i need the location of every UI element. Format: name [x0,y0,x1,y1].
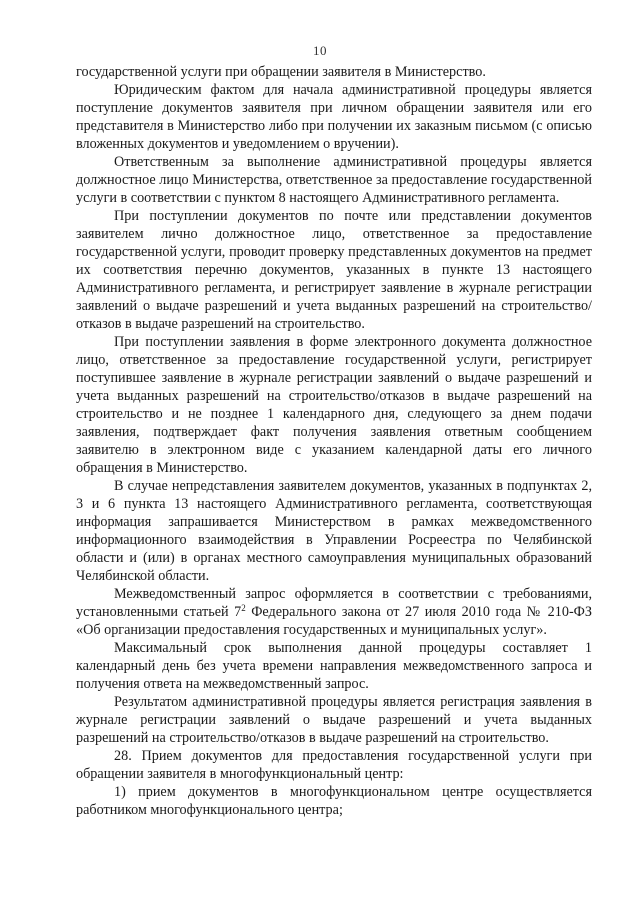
paragraph-missing-documents: В случае непредставления заявителем документов, указанных в подпунктах 2, 3 и 6 пункта 13 настоящего Административного регламента, соответствующая информация запрашивается Министерством в рамках межведомственного информационного взаимодействия в Управлении Росреестра по Челябинской области и (или) в органах местного самоуправления муниципальных образований Челябинской области. [76,478,592,584]
interdepartmental-text-after: Федерального закона от 27 июля 2010 года № 210-ФЗ «Об организации предоставления государственных и муниципальных услуг». [76,604,592,638]
paragraph-responsible-person: Ответственным за выполнение административной процедуры является должностное лицо Министерства, ответственное за предоставление государственной услуги в соответствии с пунктом 8 настоящего Административного регламента. [76,154,592,206]
paragraph-item-1: 1) прием документов в многофункциональном центре осуществляется работником многофункционального центра; [76,784,592,818]
paragraph-legal-fact: Юридическим фактом для начала административной процедуры является поступление документов заявителя при личном обращении заявителя или его представителя в Министерство либо при получении их заказным письмом (с описью вложенных документов и уведомлением о вручении). [76,82,592,152]
paragraph-continuation: государственной услуги при обращении заявителя в Министерство. [76,64,486,80]
page-number: 10 [313,43,327,58]
paragraph-interdepartmental-request [76,585,592,639]
article-superscript: 2 [241,603,246,613]
paragraph-max-duration: Максимальный срок выполнения данной процедуры составляет 1 календарный день без учета времени направления межведомственного запроса и получения ответа на межведомственный запрос. [76,640,592,692]
paragraph-section-28: 28. Прием документов для предоставления государственной услуги при обращении заявителя в многофункциональный центр: [76,748,592,782]
document-body [76,63,592,819]
paragraph-result: Результатом административной процедуры является регистрация заявления в журнале регистрации заявлений о выдаче разрешений и учета выданных разрешений на строительство/отказов в выдаче разрешений на строительство. [76,694,592,746]
interdepartmental-text-before: Межведомственный запрос оформляется в соответствии с требованиями, установленными статьей 7 [76,586,592,620]
paragraph-postal-receipt: При поступлении документов по почте или представлении документов заявителем лично должностное лицо, ответственное за предоставление государственной услуги, проводит проверку представленных документов на предмет их соответствия перечню документов, указанных в пункте 13 настоящего Административного регламента, и регистрирует заявление в журнале регистрации заявлений о выдаче разрешений и учета выданных разрешений на строительство/отказов в выдаче разрешений на строительство. [76,208,592,332]
paragraph-electronic-receipt: При поступлении заявления в форме электронного документа должностное лицо, ответственное за предоставление государственной услуги, регистрирует поступившее заявление в журнале регистрации заявлений о выдаче разрешений и учета выданных разрешений на строительство/отказов в выдаче разрешений на строительство и не позднее 1 календарного дня, следующего за днем подачи заявления, подтверждает факт получения заявления ответным сообщением заявителю в электронном виде с указанием календарной даты его личного обращения в Министерство. [76,334,592,476]
